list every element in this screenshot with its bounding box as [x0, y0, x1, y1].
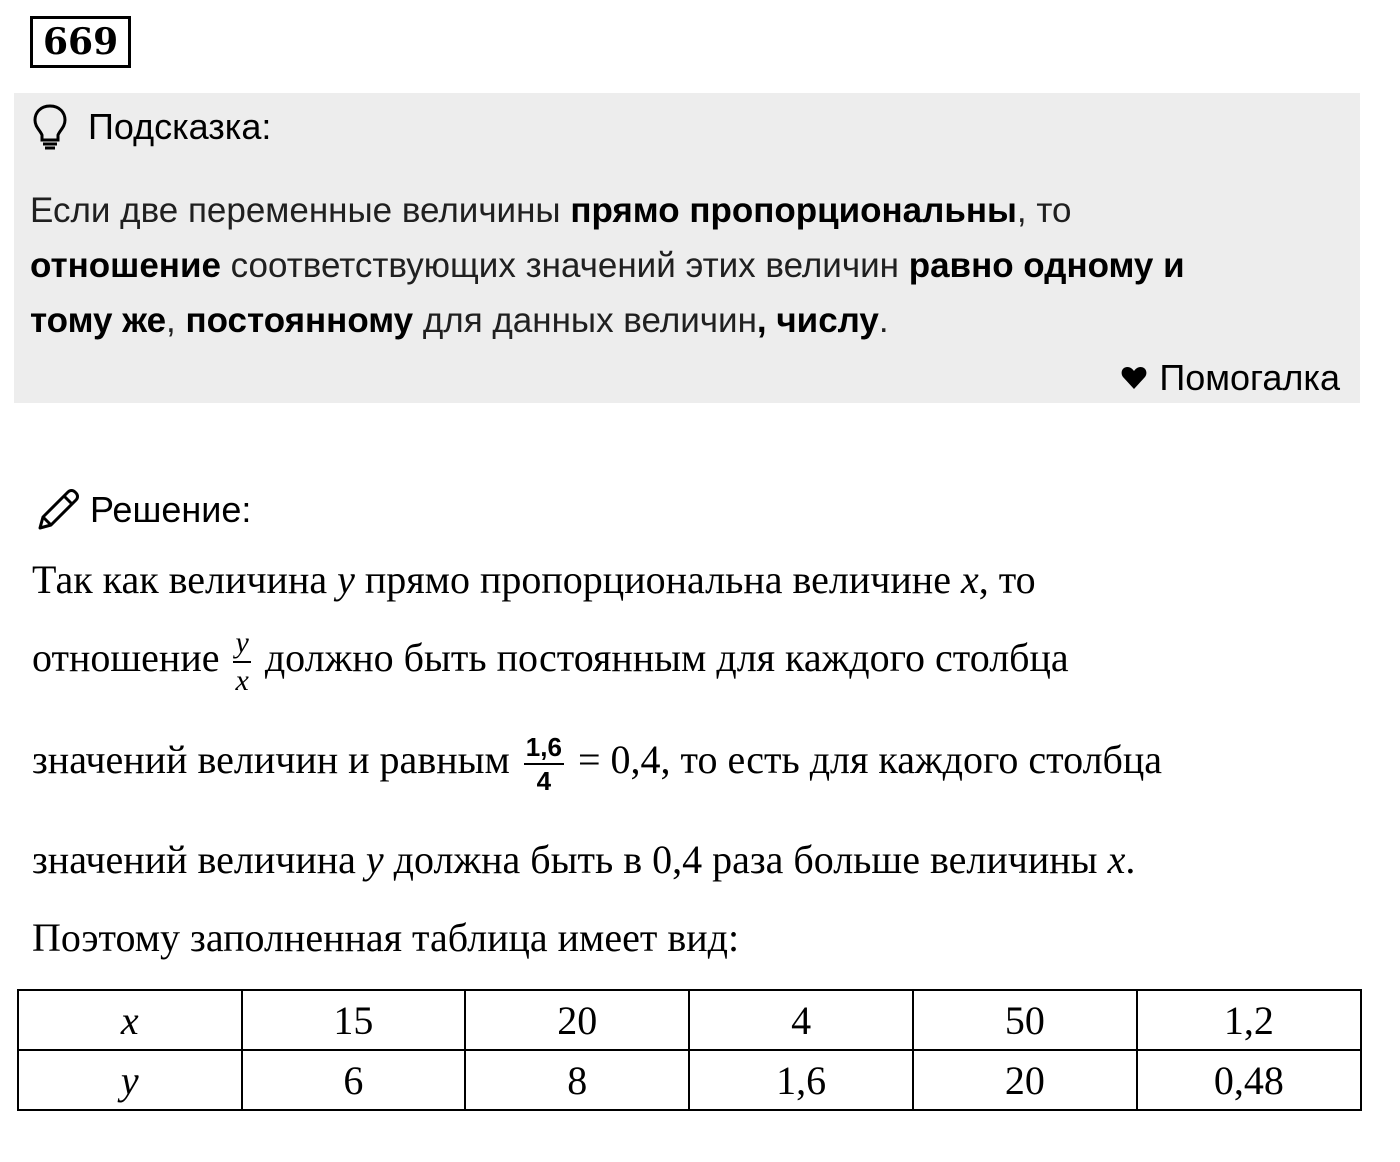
hint-segment: , то — [1016, 191, 1072, 230]
table-cell: 1,2 — [1137, 990, 1361, 1050]
solution-line — [32, 734, 1162, 794]
task-number: 669 — [30, 16, 131, 68]
table-cell: 1,6 — [689, 1050, 913, 1110]
table-cell: 20 — [913, 1050, 1137, 1110]
table-cell: 4 — [689, 990, 913, 1050]
solution-text: = 0,4, то есть для каждого столбца — [567, 737, 1163, 783]
fraction — [233, 628, 250, 696]
pencil-icon — [34, 486, 82, 534]
solution-text: , то — [978, 557, 1036, 602]
variable: y — [337, 557, 355, 602]
hint-segment-bold: постоянному — [185, 301, 414, 340]
fraction-numerator: y — [233, 628, 250, 663]
fraction-numerator: 1,6 — [524, 734, 564, 765]
solution-line: Поэтому заполненная таблица имеет вид: — [32, 915, 740, 960]
hint-text — [30, 183, 1350, 348]
hint-title: Подсказка: — [88, 106, 272, 147]
hint-segment: . — [878, 301, 889, 340]
solution-text: должна быть в 0,4 раза больше величины — [383, 837, 1108, 882]
solution-title: Решение: — [90, 489, 252, 530]
table-cell: 8 — [465, 1050, 689, 1110]
table-row-label: y — [18, 1050, 242, 1110]
table-row-label: x — [18, 990, 242, 1050]
solution-text: значений величина — [32, 837, 366, 882]
fraction — [524, 734, 564, 794]
heart-icon — [1121, 366, 1147, 390]
hint-line — [30, 183, 1350, 238]
hint-segment: для данных величин — [413, 301, 757, 340]
solution-text: . — [1125, 837, 1136, 882]
solution-text: должно быть постоянным для каждого столбца — [254, 635, 1069, 681]
table-cell: 15 — [242, 990, 466, 1050]
solution-text: значений величин и равным — [32, 737, 520, 783]
lightbulb-icon — [32, 103, 68, 151]
solution-text: отношение — [32, 635, 230, 681]
solution-line — [32, 628, 1069, 696]
variable: x — [1107, 837, 1126, 882]
brand-name: Помогалка — [1159, 357, 1340, 398]
hint-segment: , — [166, 301, 186, 340]
fraction-denominator: 4 — [536, 766, 552, 796]
variable: x — [960, 557, 979, 602]
variable: y — [365, 837, 384, 882]
table-row — [18, 990, 1361, 1050]
table-cell: 6 — [242, 1050, 466, 1110]
hint-segment-bold: прямо пропорциональны — [570, 191, 1017, 230]
table-cell: 20 — [465, 990, 689, 1050]
hint-segment: Если две переменные величины — [30, 191, 571, 230]
hint-segment-bold: отношение — [30, 246, 221, 285]
table-cell: 0,48 — [1137, 1050, 1361, 1110]
solution-line — [32, 556, 1036, 603]
hint-segment-bold: тому же — [30, 301, 167, 340]
solution-line — [32, 836, 1135, 883]
hint-segment-bold: , числу — [756, 301, 879, 340]
solution-text: Так как величина — [32, 557, 338, 602]
brand — [1121, 357, 1340, 399]
table-row — [18, 1050, 1361, 1110]
hint-segment-bold: равно одному и — [908, 246, 1185, 285]
hint-header — [32, 103, 271, 151]
table-cell: 50 — [913, 990, 1137, 1050]
values-table — [17, 989, 1362, 1111]
hint-line — [30, 293, 1350, 348]
hint-box — [14, 93, 1360, 403]
hint-line — [30, 238, 1350, 293]
fraction-denominator: x — [235, 664, 249, 697]
hint-segment: соответствующих значений этих величин — [220, 246, 909, 285]
solution-text: прямо пропорциональна величине — [354, 557, 961, 602]
solution-header — [34, 486, 251, 534]
